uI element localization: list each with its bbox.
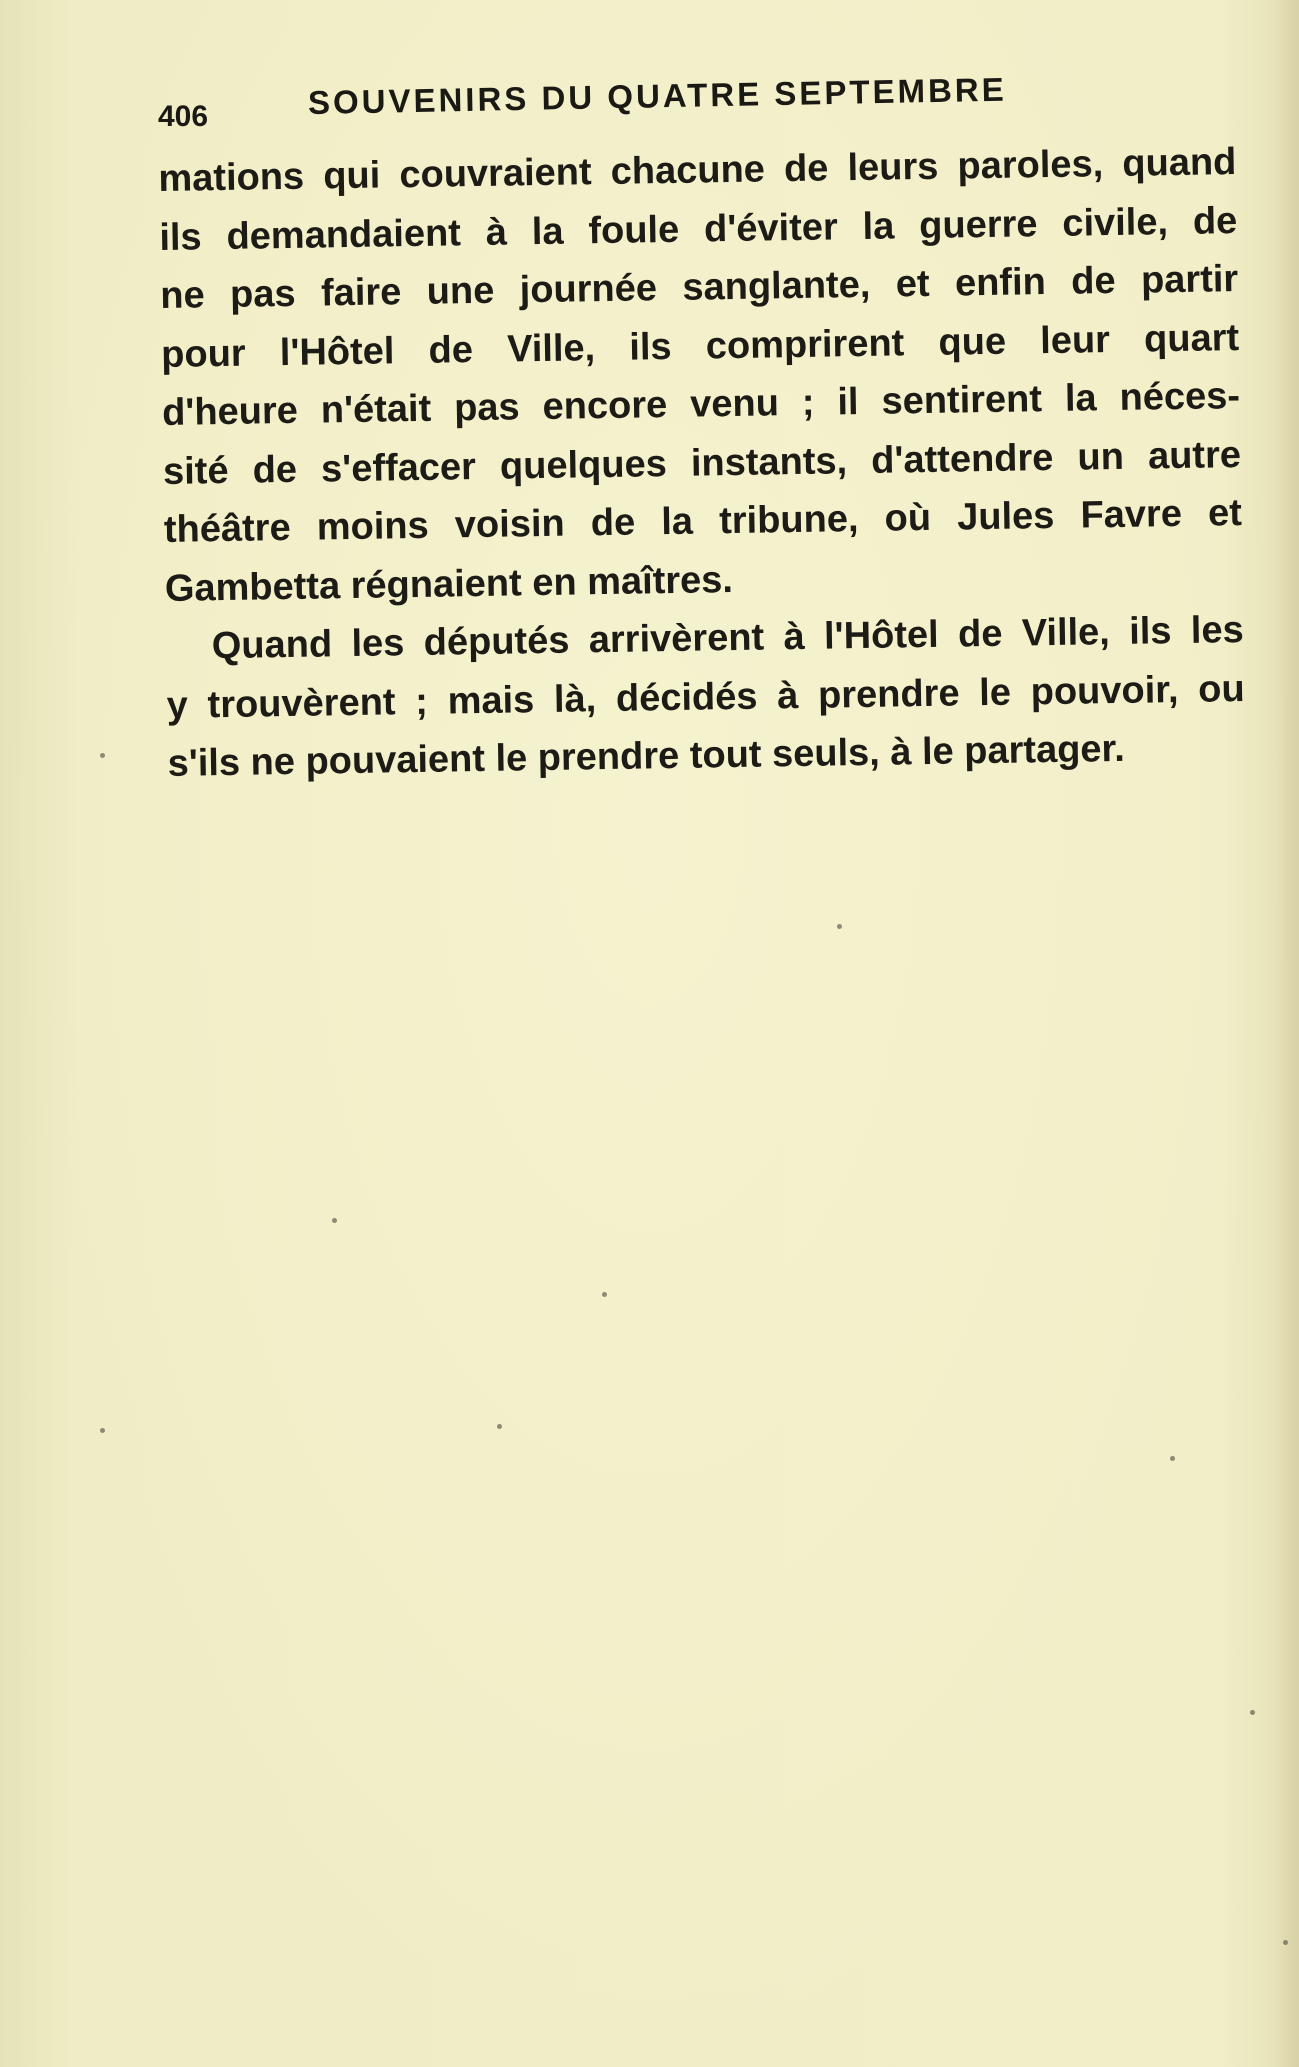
paper-speck (1170, 1456, 1175, 1461)
text-line: Quand les députés arrivèrent à l'Hôtel de Ville, ils les (211, 609, 1245, 668)
paper-speck (332, 1218, 337, 1223)
text-line: Gambetta régnaient en maîtres. (164, 558, 734, 610)
text-line: y trouvèrent ; mais là, décidés à prendre le pouvoir, ou (166, 667, 1245, 727)
paper-speck (100, 753, 105, 758)
paper-speck (837, 924, 842, 929)
body-text (158, 133, 1246, 793)
paper-speck (602, 1292, 607, 1297)
paragraph-2 (165, 601, 1246, 793)
text-line: mations qui couvraient chacune de leurs paroles, quand (158, 141, 1237, 200)
paper-speck (100, 1428, 105, 1433)
paper-speck (1283, 1940, 1288, 1945)
paper-speck (497, 1424, 502, 1429)
text-line: sité de s'effacer quelques instants, d'attendre un autre (162, 433, 1242, 493)
text-line: s'ils ne pouvaient le prendre tout seuls, à le partager. (167, 727, 1126, 785)
paper-speck (1250, 1710, 1255, 1715)
text-line: ils demandaient à la foule d'éviter la guerre civile, de (159, 199, 1238, 259)
running-title: SOUVENIRS DU QUATRE SEPTEMBRE (307, 70, 1008, 121)
page-header (158, 70, 1070, 138)
paragraph-1 (158, 133, 1243, 618)
text-line: pour l'Hôtel de Ville, ils comprirent que leur quart (160, 316, 1240, 376)
text-line: ne pas faire une journée sanglante, et enfin de partir (159, 258, 1239, 317)
page-edge-shadow (1275, 0, 1299, 2067)
text-line: théâtre moins voisin de la tribune, où Jules Favre et (163, 492, 1243, 551)
page-number: 406 (158, 100, 209, 133)
text-line: d'heure n'était pas encore venu ; il sentirent la néces- (161, 375, 1241, 434)
